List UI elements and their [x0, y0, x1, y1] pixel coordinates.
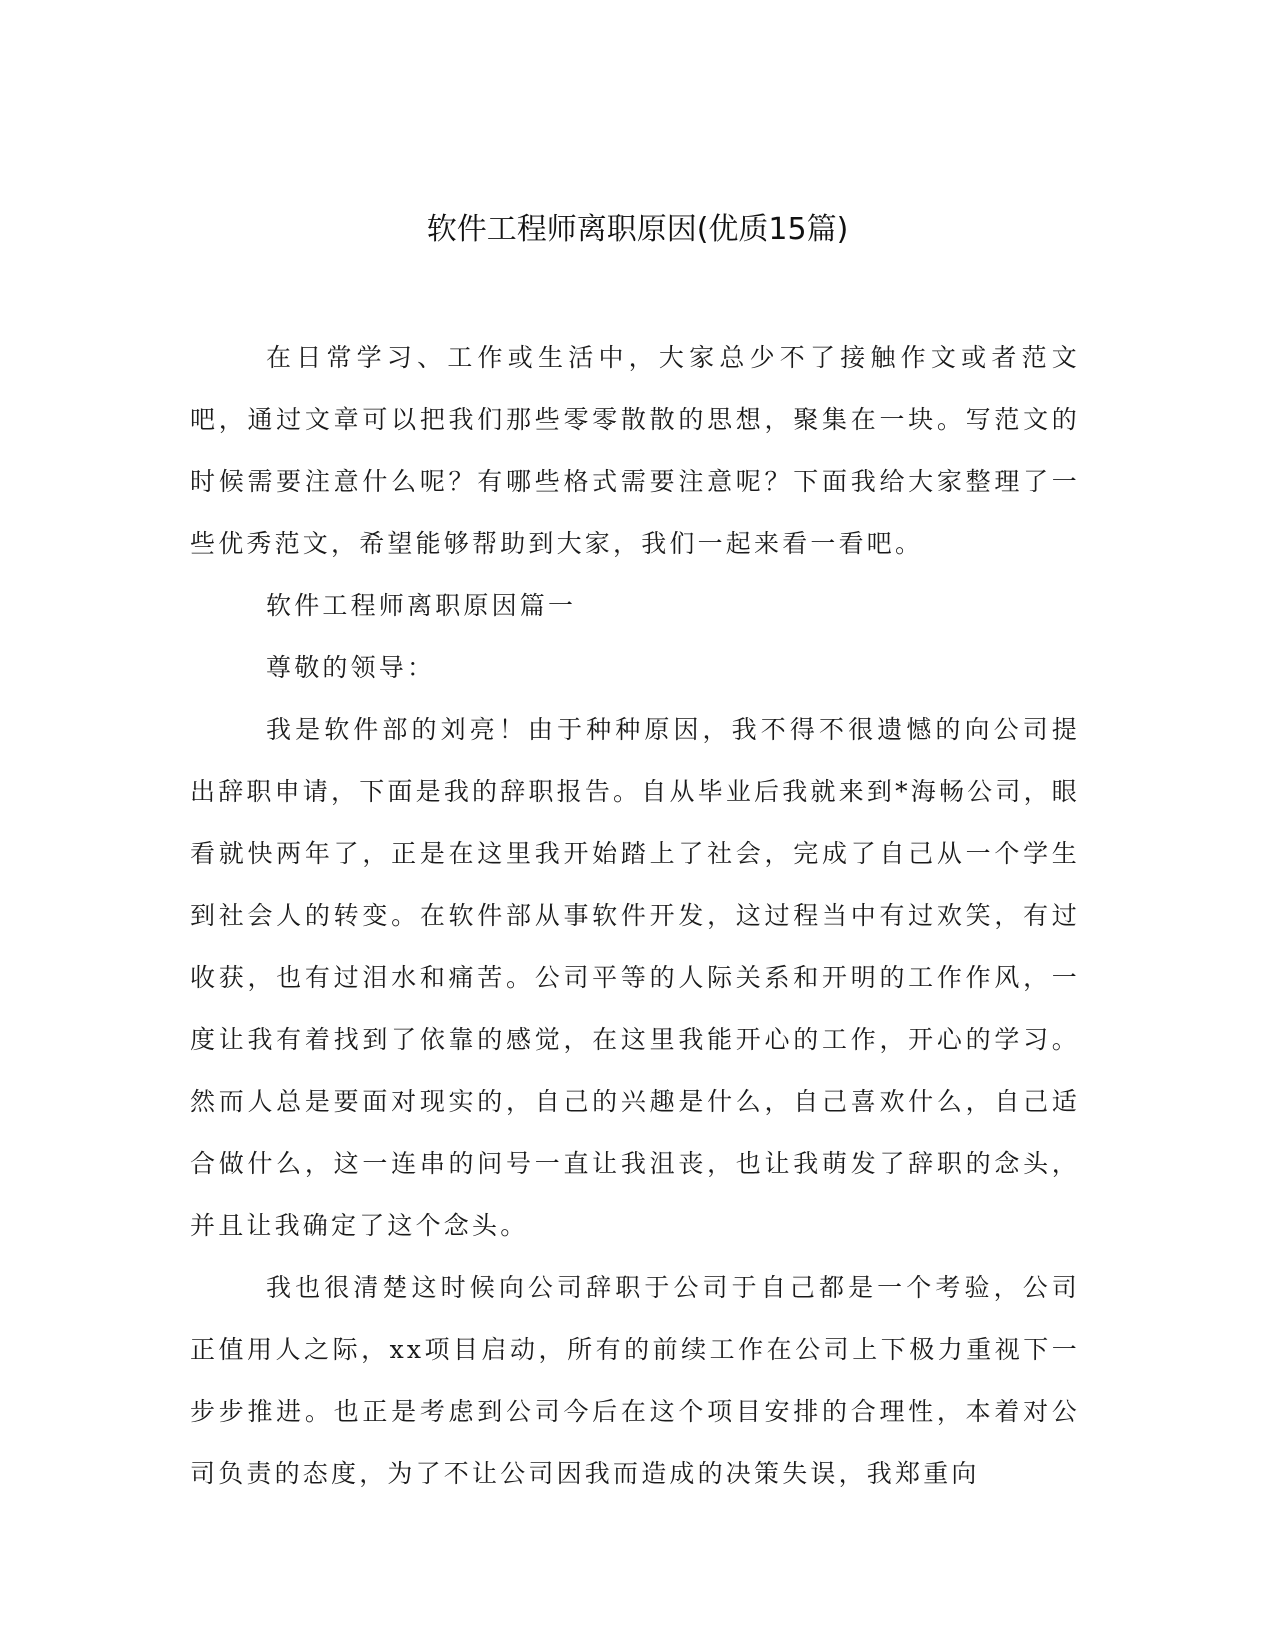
body-paragraph: 我也很清楚这时候向公司辞职于公司于自己都是一个考验，公司正值用人之际，xx项目启动，所有的前续工作在公司上下极力重视下一步步推进。也正是考虑到公司今后在这个项目安排的合理性，本着对公司负责的态度，为了不让公司因我而造成的决策失误，我郑重向 [190, 1273, 1080, 1488]
document-title: 软件工程师离职原因(优质15篇) [426, 212, 849, 247]
document-body [190, 327, 1080, 1505]
intro-paragraph: 在日常学习、工作或生活中，大家总少不了接触作文或者范文吧，通过文章可以把我们那些零零散散的思想，聚集在一块。写范文的时候需要注意什么呢？有哪些格式需要注意呢？下面我给大家整理了一些优秀范文，希望能够帮助到大家，我们一起来看一看吧。 [190, 343, 1080, 558]
salutation: 尊敬的领导： [266, 653, 436, 682]
body-paragraph: 我是软件部的刘亮！由于种种原因，我不得不很遗憾的向公司提出辞职申请，下面是我的辞职报告。自从毕业后我就来到*海畅公司，眼看就快两年了，正是在这里我开始踏上了社会，完成了自己从一个学生到社会人的转变。在软件部从事软件开发，这过程当中有过欢笑，有过收获，也有过泪水和痛苦。公司平等的人际关系和开明的工作作风，一度让我有着找到了依靠的感觉，在这里我能开心的工作，开心的学习。然而人总是要面对现实的，自己的兴趣是什么，自己喜欢什么，自己适合做什么，这一连串的问号一直让我沮丧，也让我萌发了辞职的念头，并且让我确定了这个念头。 [190, 715, 1080, 1240]
section-heading: 软件工程师离职原因篇一 [266, 591, 577, 620]
